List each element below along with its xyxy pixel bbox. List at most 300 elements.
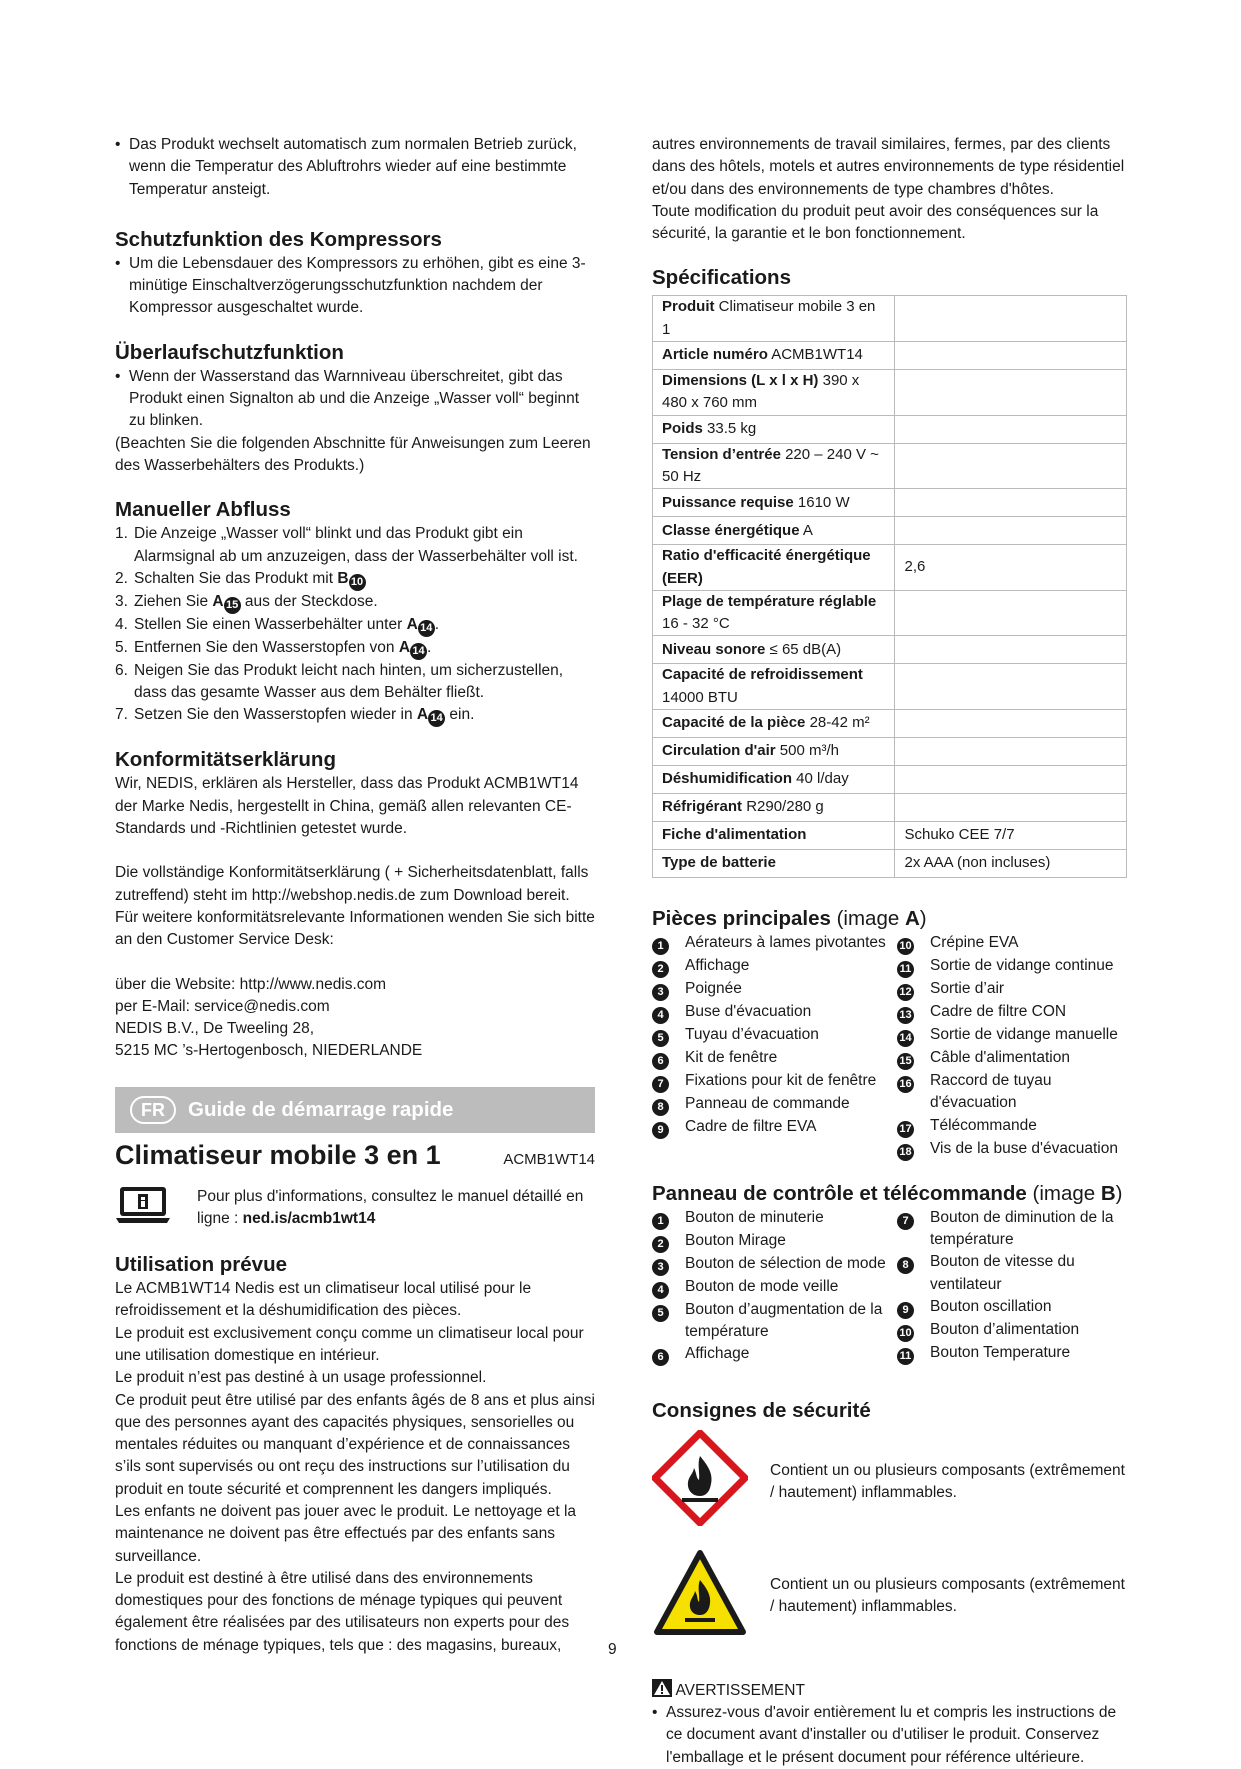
product-header <box>115 1137 595 1173</box>
hazard-flammable-warning <box>652 1548 1132 1645</box>
item-number: 2 <box>652 961 669 978</box>
warning-icon <box>652 1682 672 1699</box>
page-number: 9 <box>608 1641 617 1658</box>
usage-p6: Le produit est destiné à être utilisé dans des environnements domestiques pour des fonctions de ménage typiques qui peuvent également être réalisées par des utilisateurs non experts pour des fonctions de ménage typiques, tels que : des magasins, bureaux, <box>115 1569 570 1654</box>
number-circle-icon <box>897 1024 930 1047</box>
item-label: Bouton Mirage <box>685 1231 786 1249</box>
list-item <box>897 932 1132 955</box>
hazard1-text: Contient un ou plusieurs composants (extrêmement / hautement) inflammables. <box>770 1461 1125 1501</box>
item-number: 15 <box>897 1053 914 1070</box>
spec-key: Plage de température réglable <box>662 592 877 610</box>
safety-heading: Consignes de sécurité <box>652 1399 871 1423</box>
list-item <box>897 1024 1132 1047</box>
specs-table <box>652 295 1127 878</box>
spec-value <box>895 342 1127 370</box>
conformity-p1: Wir, NEDIS, erklären als Hersteller, dass das Produkt ACMB1WT14 der Marke Nedis, hergestellt in China, gemäß allen relevanten CE-Standards und -Richtlinien getestet wurde. <box>115 775 579 838</box>
spec-key: Réfrigérant <box>662 798 743 816</box>
item-number: 3 <box>652 1259 669 1276</box>
item-label: Sortie de vidange continue <box>930 957 1114 975</box>
usage-p1: Le ACMB1WT14 Nedis est un climatiseur local utilisé pour le refroidissement et la déshumidification des pièces. <box>115 1280 532 1320</box>
list-item <box>652 1343 897 1366</box>
spec-key: Puissance requise <box>662 493 794 511</box>
usage-text <box>115 1278 595 1657</box>
spec-key-value: A <box>799 521 813 539</box>
top-bullet-list <box>115 134 595 201</box>
table-row <box>653 415 1127 443</box>
item-label: Affichage <box>685 957 750 975</box>
spec-value <box>895 590 1127 636</box>
step-circle-number: 14 <box>410 643 427 660</box>
spec-key-value: 390 x 480 x 760 mm <box>662 372 860 412</box>
number-circle-icon <box>897 955 930 978</box>
number-circle-icon <box>897 1319 930 1342</box>
spec-cell-key <box>653 822 895 850</box>
number-circle-icon <box>652 1070 685 1093</box>
table-row <box>653 636 1127 664</box>
spec-key-value: ≤ 65 dB(A) <box>765 640 842 658</box>
table-row <box>653 850 1127 878</box>
spec-key: Capacité de refroidissement <box>662 666 863 684</box>
item-number: 7 <box>652 1076 669 1093</box>
manual-link[interactable]: ned.is/acmb1wt14 <box>242 1210 376 1228</box>
item-label: Bouton de sélection de mode <box>685 1254 886 1272</box>
fr-banner <box>115 1087 595 1133</box>
step-number: 6. <box>115 661 128 679</box>
parts-title: Pièces principales <box>652 907 831 931</box>
number-circle-icon <box>652 1001 685 1024</box>
list-item <box>652 1230 897 1253</box>
number-circle-icon <box>652 1253 685 1276</box>
item-label: Fixations pour kit de fenêtre <box>685 1072 877 1090</box>
number-circle-icon <box>652 1047 685 1070</box>
list-item <box>652 1024 897 1047</box>
drain-step <box>115 523 595 568</box>
number-circle-icon <box>652 1024 685 1047</box>
panel-title: Panneau de contrôle et télécommande <box>652 1181 1027 1205</box>
spec-key-value: Climatiseur mobile 3 en 1 <box>662 298 876 338</box>
spec-key: Déshumidification <box>662 770 793 788</box>
spec-key: Circulation d'air <box>662 742 776 760</box>
step-pre: Stellen Sie einen Wasserbehälter unter <box>134 615 407 633</box>
drain-step <box>115 660 595 705</box>
laptop-info-icon <box>115 1185 175 1232</box>
spec-value <box>895 370 1127 416</box>
specs-heading: Spécifications <box>652 266 791 290</box>
spec-cell-key <box>653 489 895 517</box>
table-row <box>653 545 1127 591</box>
spec-key-value: 33.5 kg <box>702 420 757 438</box>
list-item <box>652 1001 897 1024</box>
item-number: 10 <box>897 938 914 955</box>
overflow-note: (Beachten Sie die folgenden Abschnitte für Anweisungen zum Leeren des Wasserbehälters des Produkts.) <box>115 434 591 474</box>
list-item <box>652 1207 897 1230</box>
panel-ref: B <box>1100 1181 1116 1205</box>
language-badge: FR <box>130 1096 176 1124</box>
panel-list-right <box>897 1207 1132 1367</box>
item-label: Bouton Temperature <box>930 1343 1071 1361</box>
usage-p3: Le produit n’est pas destiné à un usage professionnel. <box>115 1369 487 1387</box>
number-circle-icon <box>897 1001 930 1024</box>
product-code: ACMB1WT14 <box>503 1150 595 1168</box>
list-item <box>897 1251 1132 1296</box>
spec-cell-key <box>653 710 895 738</box>
right-column <box>652 134 1132 1769</box>
overflow-heading: Überlaufschutzfunktion <box>115 340 344 364</box>
item-number: 1 <box>652 1213 669 1230</box>
product-title: Climatiseur mobile 3 en 1 <box>115 1139 441 1170</box>
number-circle-icon <box>897 932 930 955</box>
item-label: Cadre de filtre CON <box>930 1003 1067 1021</box>
item-label: Bouton de minuterie <box>685 1208 824 1226</box>
item-number: 7 <box>897 1213 914 1230</box>
list-item <box>652 978 897 1001</box>
spec-value <box>895 794 1127 822</box>
step-post: . <box>427 638 432 656</box>
conformity-p3: Für weitere konformitätsrelevante Informationen wenden Sie sich bitte an den Customer Service Desk: <box>115 908 595 949</box>
item-label: Câble d'alimentation <box>930 1049 1070 1067</box>
step-text <box>134 637 431 660</box>
number-circle-icon <box>897 1296 930 1319</box>
warning-list <box>652 1702 1132 1769</box>
number-circle-icon <box>652 1276 685 1299</box>
spec-cell-key <box>653 370 895 416</box>
item-label: Bouton d’augmentation de la température <box>685 1300 883 1340</box>
spec-key: Tension d’entrée <box>662 445 781 463</box>
contact-block <box>115 974 595 1063</box>
drain-step <box>115 591 595 614</box>
step-circle-number: 15 <box>224 597 241 614</box>
item-number: 11 <box>897 961 914 978</box>
item-number: 16 <box>897 1076 914 1093</box>
step-ref: A <box>212 592 224 610</box>
spec-value <box>895 738 1127 766</box>
number-circle-icon <box>652 955 685 978</box>
table-row <box>653 517 1127 545</box>
step-ref: B <box>337 569 349 587</box>
item-number: 13 <box>897 1007 914 1024</box>
item-label: Sortie de vidange manuelle <box>930 1026 1118 1044</box>
drain-step <box>115 568 595 591</box>
contact-address: NEDIS B.V., De Tweeling 28, <box>115 1020 315 1038</box>
step-number: 5. <box>115 638 128 656</box>
flammable-ghs-icon <box>652 1430 748 1533</box>
item-label: Aérateurs à lames pivotantes <box>685 934 886 952</box>
parts-list-right <box>897 932 1132 1161</box>
table-row <box>653 342 1127 370</box>
usage-heading: Utilisation prévue <box>115 1253 288 1277</box>
compressor-heading: Schutzfunktion des Kompressors <box>115 227 442 251</box>
list-item <box>652 1070 897 1093</box>
item-number: 4 <box>652 1007 669 1024</box>
item-label: Cadre de filtre EVA <box>685 1118 817 1136</box>
item-label: Bouton de mode veille <box>685 1277 839 1295</box>
number-circle-icon <box>652 1093 685 1116</box>
spec-key: Dimensions (L x l x H) <box>662 372 819 390</box>
drain-step <box>115 614 595 637</box>
table-row <box>653 443 1127 489</box>
list-item <box>652 955 897 978</box>
table-row <box>653 822 1127 850</box>
number-circle-icon <box>897 1070 930 1115</box>
usage-p2: Le produit est exclusivement conçu comme un climatiseur local pour une utilisation domestique en intérieur. <box>115 1324 584 1364</box>
step-pre: Setzen Sie den Wasserstopfen wieder in <box>134 706 417 724</box>
left-column <box>115 134 595 1657</box>
item-number: 11 <box>897 1348 914 1365</box>
step-ref: A <box>416 706 429 724</box>
item-number: 8 <box>652 1099 669 1116</box>
spec-key: Produit <box>662 298 715 316</box>
spec-cell-key <box>653 766 895 794</box>
item-label: Poignée <box>685 980 742 998</box>
table-row <box>653 590 1127 636</box>
panel-list <box>652 1207 1132 1367</box>
step-number: 2. <box>115 569 128 587</box>
banner-title: Guide de démarrage rapide <box>188 1097 454 1121</box>
list-item <box>897 1070 1132 1115</box>
spec-value <box>895 415 1127 443</box>
spec-key: Niveau sonore <box>662 640 766 658</box>
step-text <box>134 568 366 591</box>
contact-website: über die Website: http://www.nedis.com <box>115 975 387 993</box>
number-circle-icon <box>652 1299 685 1344</box>
panel-close: ) <box>1115 1181 1123 1205</box>
spec-value <box>895 489 1127 517</box>
number-circle-icon <box>897 1047 930 1070</box>
item-label: Bouton oscillation <box>930 1297 1052 1315</box>
spec-key-value: 1610 W <box>793 493 850 511</box>
panel-suffix: (image <box>1026 1181 1101 1205</box>
usage-continued: autres environnements de travail similaires, fermes, par des clients dans des hôtels, motels et autres environnements de type résidentiel et/ou dans des environnements de type chambres d'hôtes. <box>652 136 1125 198</box>
item-label: Télécommande <box>930 1116 1037 1134</box>
drain-step <box>115 704 595 727</box>
usage-p4: Ce produit peut être utilisé par des enfants âgés de 8 ans et plus ainsi que des personnes ayant des capacités physiques, sensorielles ou mentales réduites ou manquant d’expérience et de connaissances s’ils sont supervisés ou ont reçu des instructions sur l’utilisation du produit en toute sécurité et comprennent les dangers impliqués. <box>115 1391 595 1498</box>
table-row <box>653 738 1127 766</box>
drain-heading: Manueller Abfluss <box>115 498 291 522</box>
table-row <box>653 766 1127 794</box>
spec-cell-key <box>653 590 895 636</box>
list-item <box>897 1319 1132 1342</box>
item-label: Kit de fenêtre <box>685 1049 778 1067</box>
list-item <box>897 1047 1132 1070</box>
list-item <box>652 932 897 955</box>
step-circle-number: 10 <box>349 574 366 591</box>
step-number: 7. <box>115 706 128 724</box>
parts-close: ) <box>919 907 927 931</box>
spec-key: Ratio d'efficacité énergétique (EER) <box>662 547 871 587</box>
item-number: 3 <box>652 984 669 1001</box>
table-row <box>653 370 1127 416</box>
list-item: • Assurez-vous d'avoir entièrement lu et compris les instructions de ce document avant d'installer ou d'utiliser le produit. Conservez l'emballage et le présent document pour référence ultérieure. <box>652 1702 1132 1769</box>
number-circle-icon <box>652 1116 685 1139</box>
spec-key: Poids <box>662 420 703 438</box>
list-item <box>897 1001 1132 1024</box>
item-number: 8 <box>897 1257 914 1274</box>
compressor-list <box>115 253 595 320</box>
spec-key-value: 40 l/day <box>792 770 849 788</box>
table-row <box>653 710 1127 738</box>
spec-key: Type de batterie <box>662 854 776 872</box>
spec-value <box>895 443 1127 489</box>
drain-steps <box>115 523 595 727</box>
spec-key: Capacité de la pièce <box>662 714 806 732</box>
usage-p5: Les enfants ne doivent pas jouer avec le produit. Le nettoyage et la maintenance ne doivent pas être effectués par des enfants sans surveillance. <box>115 1502 577 1565</box>
item-label: Bouton de vitesse du ventilateur <box>930 1253 1075 1293</box>
drain-step <box>115 637 595 660</box>
spec-cell-key <box>653 850 895 878</box>
step-circle-number: 14 <box>428 710 445 727</box>
parts-ref: A <box>904 907 920 931</box>
spec-value: 2,6 <box>895 545 1127 591</box>
item-label: Bouton d’alimentation <box>930 1320 1080 1338</box>
table-row <box>653 489 1127 517</box>
number-circle-icon <box>897 1115 930 1138</box>
number-circle-icon <box>897 1207 930 1252</box>
spec-value: Schuko CEE 7/7 <box>895 822 1127 850</box>
spec-key: Classe énergétique <box>662 521 800 539</box>
number-circle-icon <box>652 932 685 955</box>
conformity-heading: Konformitätserklärung <box>115 748 336 772</box>
parts-suffix: (image <box>830 907 905 931</box>
item-label: Sortie d’air <box>930 980 1005 998</box>
step-post: ein. <box>445 706 475 724</box>
spec-value: 2x AAA (non incluses) <box>895 850 1127 878</box>
hazard-flammable-ghs <box>652 1430 1132 1533</box>
table-row <box>653 664 1127 710</box>
item-number: 6 <box>652 1053 669 1070</box>
parts-list <box>652 932 1132 1161</box>
list-item <box>652 1116 897 1139</box>
conformity-p2: Die vollständige Konformitätserklärung ( + Sicherheitsdatenblatt, falls zutreffend) steht im http://webshop.nedis.de zum Download bereit. <box>115 864 589 904</box>
spec-key-value: 16 - 32 °C <box>662 615 730 633</box>
step-text <box>134 591 378 614</box>
step-pre: Ziehen Sie <box>134 592 213 610</box>
contact-email: per E-Mail: service@nedis.com <box>115 997 330 1015</box>
parts-heading <box>652 906 1132 932</box>
number-circle-icon <box>897 1251 930 1296</box>
step-post: . <box>434 615 440 633</box>
manual-info-text <box>197 1186 595 1231</box>
item-label: Panneau de commande <box>685 1095 850 1113</box>
spec-key-value: 500 m³/h <box>775 742 839 760</box>
item-number: 12 <box>897 984 914 1001</box>
spec-cell-key <box>653 443 895 489</box>
step-number: 3. <box>115 592 128 610</box>
step-ref: A <box>398 638 411 656</box>
item-label: Vis de la buse d'évacuation <box>930 1139 1118 1157</box>
list-item <box>897 978 1132 1001</box>
warning-label: AVERTISSEMENT <box>675 1681 805 1699</box>
item-number: 18 <box>897 1144 914 1161</box>
spec-key-value: ACMB1WT14 <box>767 346 863 364</box>
item-number: 14 <box>897 1030 914 1047</box>
step-text <box>134 614 439 637</box>
step-text: Die Anzeige „Wasser voll“ blinkt und das Produkt gibt ein Alarmsignal ab um anzuzeigen, dass der Wasserbehälter voll ist. <box>134 525 578 565</box>
spec-key-value: 220 – 240 V ~ 50 Hz <box>662 445 879 485</box>
spec-cell-key <box>653 636 895 664</box>
list-item: • Um die Lebensdauer des Kompressors zu erhöhen, gibt es eine 3-minütige Einschaltverzögerungsschutzfunktion nachdem der Kompressor ausgeschaltet wurde. <box>115 253 595 320</box>
step-pre: Schalten Sie das Produkt mit <box>134 569 338 587</box>
number-circle-icon <box>897 978 930 1001</box>
spec-value <box>895 296 1127 342</box>
item-number: 4 <box>652 1282 669 1299</box>
spec-key: Fiche d'alimentation <box>662 826 807 844</box>
item-number: 9 <box>652 1122 669 1139</box>
table-row <box>653 296 1127 342</box>
number-circle-icon <box>652 978 685 1001</box>
item-number: 17 <box>897 1121 914 1138</box>
list-item <box>897 1115 1132 1138</box>
number-circle-icon <box>652 1207 685 1230</box>
step-text <box>134 704 474 727</box>
list-item <box>897 955 1132 978</box>
step-pre: Entfernen Sie den Wasserstopfen von <box>134 638 399 656</box>
list-item <box>897 1296 1132 1319</box>
spec-cell-key <box>653 517 895 545</box>
list-item <box>897 1138 1132 1161</box>
step-post: aus der Steckdose. <box>240 592 378 610</box>
spec-cell-key <box>653 545 895 591</box>
item-number: 6 <box>652 1349 669 1366</box>
spec-key-value: R290/280 g <box>742 798 824 816</box>
item-label: Crépine EVA <box>930 934 1019 952</box>
list-item <box>652 1276 897 1299</box>
item-label: Buse d'évacuation <box>685 1003 812 1021</box>
item-number: 2 <box>652 1236 669 1253</box>
list-item <box>652 1299 897 1344</box>
list-item <box>652 1253 897 1276</box>
item-label: Raccord de tuyau d'évacuation <box>930 1072 1052 1112</box>
spec-cell-key <box>653 794 895 822</box>
spec-key-value: 28-42 m² <box>805 714 870 732</box>
item-number: 9 <box>897 1302 914 1319</box>
warning-line <box>652 1679 1132 1702</box>
number-circle-icon <box>652 1343 685 1366</box>
list-item <box>897 1207 1132 1252</box>
item-label: Affichage <box>685 1345 750 1363</box>
spec-value <box>895 710 1127 738</box>
list-item <box>897 1342 1132 1365</box>
contact-city: 5215 MC ’s-Hertogenbosch, NIEDERLANDE <box>115 1042 423 1060</box>
overflow-list <box>115 366 595 433</box>
step-circle-number: 14 <box>418 620 435 637</box>
list-item <box>652 1093 897 1116</box>
spec-cell-key <box>653 415 895 443</box>
spec-key: Article numéro <box>662 346 768 364</box>
spec-cell-key <box>653 664 895 710</box>
step-number: 1. <box>115 525 128 543</box>
manual-info <box>115 1185 595 1232</box>
panel-list-left <box>652 1207 897 1367</box>
item-number: 1 <box>652 938 669 955</box>
modification-note: Toute modification du produit peut avoir des conséquences sur la sécurité, la garantie et le bon fonctionnement. <box>652 202 1099 243</box>
list-item: • Das Produkt wechselt automatisch zum normalen Betrieb zurück, wenn die Temperatur des Abluftrohrs wieder auf eine bestimmte Temperatur ansteigt. <box>115 134 595 201</box>
item-number: 5 <box>652 1305 669 1322</box>
item-label: Tuyau d’évacuation <box>685 1026 819 1044</box>
info-text: Pour plus d'informations, consultez le manuel détaillé en ligne : <box>197 1188 584 1228</box>
number-circle-icon <box>897 1342 930 1365</box>
item-label: Bouton de diminution de la température <box>930 1208 1114 1248</box>
spec-key-value: 14000 BTU <box>662 688 738 706</box>
list-item: • Wenn der Wasserstand das Warnniveau überschreitet, gibt das Produkt einen Signalton ab und die Anzeige „Wasser voll“ beginnt zu blinken. <box>115 366 595 433</box>
number-circle-icon <box>897 1138 930 1161</box>
parts-list-left <box>652 932 897 1161</box>
table-row <box>653 794 1127 822</box>
list-item <box>652 1047 897 1070</box>
item-number: 5 <box>652 1030 669 1047</box>
spec-value <box>895 517 1127 545</box>
hazard2-text: Contient un ou plusieurs composants (extrêmement / hautement) inflammables. <box>770 1575 1125 1616</box>
number-circle-icon <box>652 1230 685 1253</box>
